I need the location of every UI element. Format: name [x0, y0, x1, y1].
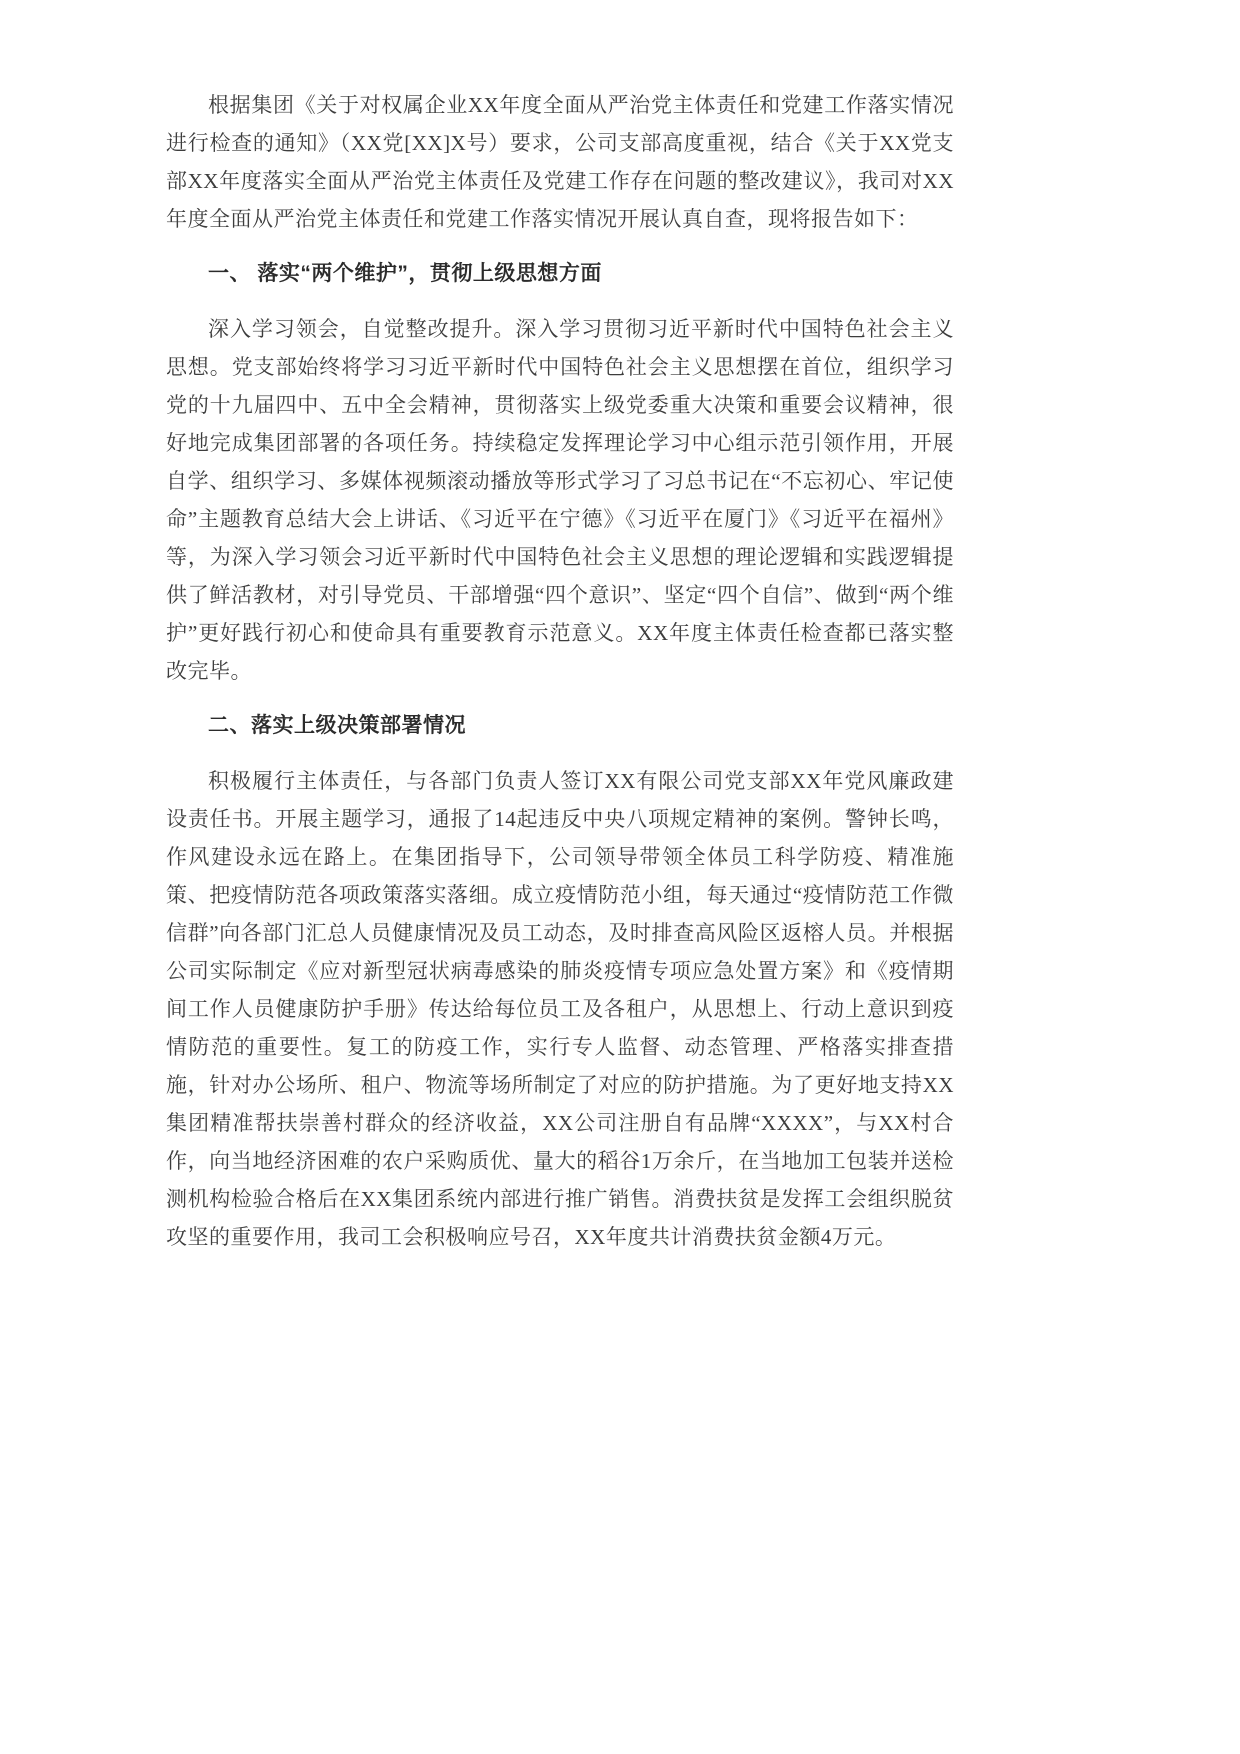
section-2-paragraph: 积极履行主体责任，与各部门负责人签订XX有限公司党支部XX年党风廉政建设责任书。开展主题学习，通报了14起违反中央八项规定精神的案例。警钟长鸣，作风建设永远在路上。在集团指导下，公司领导带领全体员工科学防疫、精准施策、把疫情防范各项政策落实落细。成立疫情防范小组，每天通过“疫情防范工作微信群”向各部门汇总人员健康情况及员工动态，及时排查高风险区返榕人员。并根据公司实际制定《应对新型冠状病毒感染的肺炎疫情专项应急处置方案》和《疫情期间工作人员健康防护手册》传达给每位员工及各租户，从思想上、行动上意识到疫情防范的重要性。复工的防疫工作，实行专人监督、动态管理、严格落实排查措施，针对办公场所、租户、物流等场所制定了对应的防护措施。为了更好地支持XX集团精准帮扶崇善村群众的经济收益，XX公司注册自有品牌“XXXX”，与XX村合作，向当地经济困难的农户采购质优、量大的稻谷1万余斤，在当地加工包装并送检测机构检验合格后在XX集团系统内部进行推广销售。消费扶贫是发挥工会组织脱贫攻坚的重要作用，我司工会积极响应号召，XX年度共计消费扶贫金额4万元。 — [166, 769, 954, 1249]
section-1-paragraph: 深入学习领会，自觉整改提升。深入学习贯彻习近平新时代中国特色社会主义思想。党支部始终将学习习近平新时代中国特色社会主义思想摆在首位，组织学习党的十九届四中、五中全会精神，贯彻落实上级党委重大决策和重要会议精神，很好地完成集团部署的各项任务。持续稳定发挥理论学习中心组示范引领作用，开展自学、组织学习、多媒体视频滚动播放等形式学习了习总书记在“不忘初心、牢记使命”主题教育总结大会上讲话、《习近平在宁德》《习近平在厦门》《习近平在福州》等，为深入学习领会习近平新时代中国特色社会主义思想的理论逻辑和实践逻辑提供了鲜活教材，对引导党员、干部增强“四个意识”、坚定“四个自信”、做到“两个维护”更好践行初心和使命具有重要教育示范意义。XX年度主体责任检查都已落实整改完毕。 — [166, 317, 954, 683]
section-2-heading: 二、落实上级决策部署情况 — [208, 714, 466, 737]
section-1-heading: 一、 落实“两个维护”，贯彻上级思想方面 — [208, 262, 602, 285]
intro-paragraph: 根据集团《关于对权属企业XX年度全面从严治党主体责任和党建工作落实情况进行检查的通知》（XX党[XX]X号）要求，公司支部高度重视，结合《关于XX党支部XX年度落实全面从严治党主体责任及党建工作存在问题的整改建议》，我司对XX年度全面从严治党主体责任和党建工作落实情况开展认真自查，现将报告如下： — [166, 93, 954, 231]
